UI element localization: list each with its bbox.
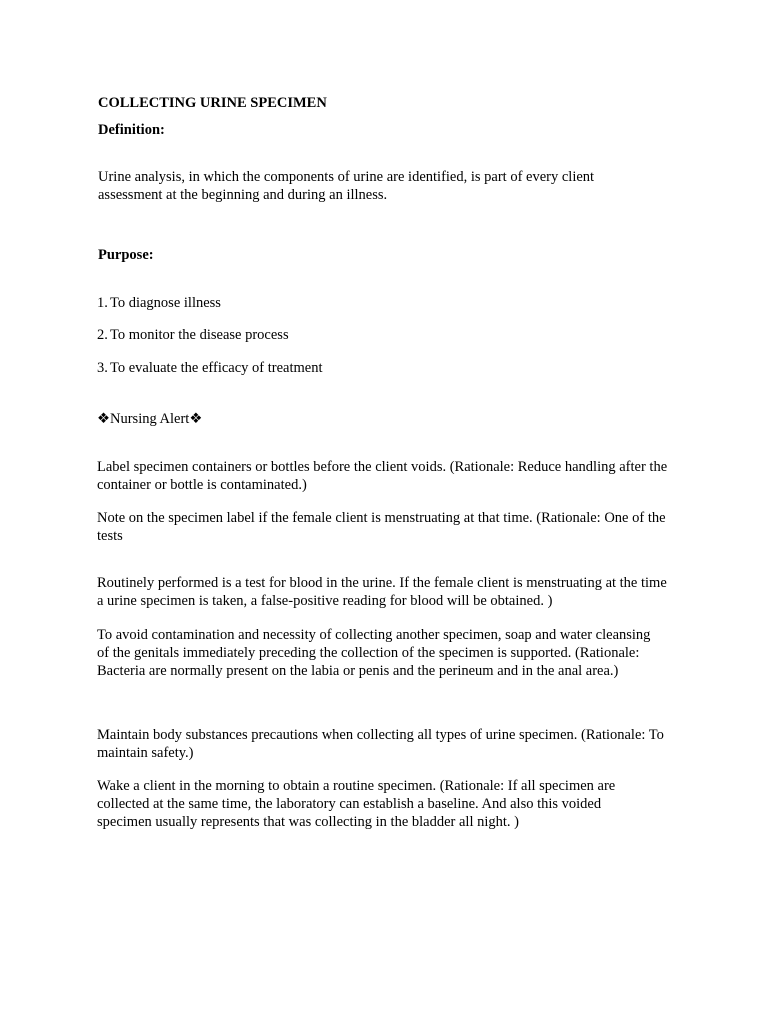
purpose-item-number: 1. bbox=[97, 295, 108, 311]
purpose-item-number: 2. bbox=[97, 327, 108, 343]
alert-paragraph-3: Routinely performed is a test for blood in the urine. If the female client is menstruating at the time a urine specimen is taken, a false-positive reading for blood will be obtained. ) bbox=[97, 575, 667, 609]
alert-paragraph-5: Maintain body substances precautions when collecting all types of urine specimen. (Rationale: To maintain safety.) bbox=[97, 727, 664, 761]
purpose-item-2 bbox=[97, 326, 657, 344]
nursing-alert-heading: ❖Nursing Alert❖ bbox=[97, 411, 203, 427]
alert-paragraph-6: Wake a client in the morning to obtain a routine specimen. (Rationale: If all specimen are collected at the same time, the laboratory can establish a baseline. And also this voided specimen usually represents that was collecting in the bladder all night. ) bbox=[97, 778, 616, 830]
purpose-item-3 bbox=[97, 359, 657, 377]
definition-text: Urine analysis, in which the components of urine are identified, is part of every client assessment at the beginning and during an illness. bbox=[98, 169, 595, 203]
purpose-heading: Purpose: bbox=[98, 247, 154, 263]
purpose-item-text: To monitor the disease process bbox=[110, 327, 289, 343]
alert-paragraph-4: To avoid contamination and necessity of collecting another specimen, soap and water cleansing of the genitals immediately preceding the collection of the specimen is supported. (Rationale: Bacteria are normally present on the labia or penis and the perineum and in the anal area.) bbox=[97, 627, 651, 679]
alert-paragraph-1: Label specimen containers or bottles before the client voids. (Rationale: Reduce handling after the container or bottle is contaminated.) bbox=[97, 459, 668, 493]
document-title: COLLECTING URINE SPECIMEN bbox=[98, 95, 327, 111]
purpose-item-1 bbox=[97, 294, 657, 312]
definition-heading: Definition: bbox=[98, 122, 165, 138]
purpose-item-text: To diagnose illness bbox=[110, 295, 221, 311]
purpose-item-text: To evaluate the efficacy of treatment bbox=[110, 360, 323, 376]
purpose-item-number: 3. bbox=[97, 360, 108, 376]
alert-paragraph-2: Note on the specimen label if the female client is menstruating at that time. (Rationale: One of the tests bbox=[97, 510, 666, 544]
